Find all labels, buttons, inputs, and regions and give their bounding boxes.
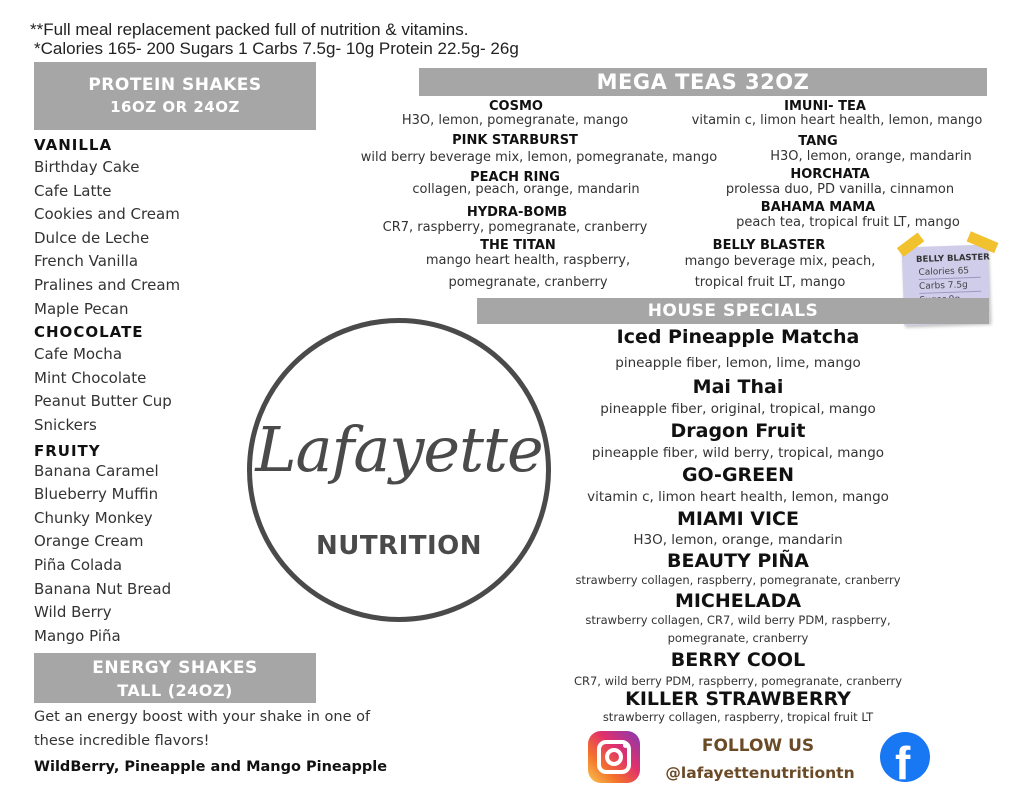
special-mai-thai-desc: pineapple fiber, original, tropical, mango bbox=[600, 401, 876, 417]
fruity-heading: FRUITY bbox=[34, 441, 101, 460]
special-miami-vice-desc: H3O, lemon, orange, mandarin bbox=[633, 532, 843, 548]
house-specials-list bbox=[540, 326, 936, 722]
energy-desc-line2: these incredible flavors! bbox=[34, 733, 210, 749]
special-killer-strawberry-name: KILLER STRAWBERRY bbox=[625, 688, 851, 710]
energy-shakes-subtitle: TALL (24OZ) bbox=[117, 681, 233, 700]
energy-shakes-title: ENERGY SHAKES bbox=[92, 658, 258, 678]
instagram-icon[interactable] bbox=[588, 731, 640, 783]
fruity-flavor-item: Orange Cream bbox=[34, 532, 144, 551]
logo-script: Lafayette bbox=[255, 413, 543, 486]
protein-shakes-header bbox=[34, 62, 316, 130]
special-killer-strawberry-desc: strawberry collagen, raspberry, tropical fruit LT bbox=[602, 710, 874, 724]
fruity-flavor-item: Banana Nut Bread bbox=[34, 579, 172, 598]
special-berry-cool-desc: CR7, wild berry PDM, raspberry, pomegranate, cranberry bbox=[573, 674, 903, 688]
special-iced-pineapple-matcha-name: Iced Pineapple Matcha bbox=[616, 326, 860, 348]
tea-peach-ring-name: PEACH RING bbox=[470, 170, 560, 185]
fruity-flavor-item: Blueberry Muffin bbox=[34, 485, 159, 504]
protein-shakes-subtitle: 16OZ OR 24OZ bbox=[110, 98, 240, 116]
mega-teas-title: MEGA TEAS 32OZ bbox=[419, 68, 987, 96]
vanilla-flavor-item: French Vanilla bbox=[34, 252, 139, 271]
tea-tang-name: TANG bbox=[798, 134, 838, 149]
tea-belly-blaster-desc1: mango beverage mix, peach, bbox=[684, 254, 876, 269]
sticky-note-carbs: Carbs 7.5g bbox=[919, 280, 981, 294]
house-specials-title: HOUSE SPECIALS bbox=[477, 298, 989, 324]
tea-the-titan-name: THE TITAN bbox=[480, 238, 556, 253]
sticky-note-title: BELLY BLASTER bbox=[915, 252, 990, 266]
instagram-icon-dot bbox=[623, 743, 628, 748]
special-berry-cool-name: BERRY COOL bbox=[670, 649, 806, 671]
tea-horchata-desc: prolessa duo, PD vanilla, cinnamon bbox=[725, 182, 955, 197]
vanilla-flavor-item: Maple Pecan bbox=[34, 299, 129, 318]
special-go-green-name: GO-GREEN bbox=[681, 464, 795, 486]
tea-imuni-tea-name: IMUNI- TEA bbox=[784, 99, 866, 114]
special-beauty-pina-desc: strawberry collagen, raspberry, pomegranate, cranberry bbox=[575, 573, 901, 587]
chocolate-heading: CHOCOLATE bbox=[34, 323, 144, 342]
logo bbox=[247, 318, 551, 622]
protein-shakes-title: PROTEIN SHAKES bbox=[88, 75, 262, 95]
fruity-flavor-item: Mango Piña bbox=[34, 626, 121, 645]
special-michelada-desc1: strawberry collagen, CR7, wild berry PDM, raspberry, bbox=[585, 613, 891, 627]
tea-hydra-bomb-name: HYDRA-BOMB bbox=[466, 205, 568, 220]
tea-pink-starburst-name: PINK STARBURST bbox=[452, 133, 578, 148]
tea-the-titan-desc2: pomegranate, cranberry bbox=[448, 275, 608, 290]
tea-cosmo-desc: H3O, lemon, pomegranate, mango bbox=[401, 113, 629, 128]
special-mai-thai-name: Mai Thai bbox=[692, 376, 784, 398]
energy-flavors: WildBerry, Pineapple and Mango Pineapple bbox=[34, 759, 388, 775]
tea-cosmo-name: COSMO bbox=[489, 99, 543, 114]
tape-left bbox=[897, 232, 924, 256]
chocolate-flavor-item: Peanut Butter Cup bbox=[34, 392, 172, 411]
special-iced-pineapple-matcha-desc: pineapple fiber, lemon, lime, mango bbox=[615, 355, 861, 371]
special-beauty-pina-name: BEAUTY PIÑA bbox=[667, 550, 809, 572]
follow-us: FOLLOW US bbox=[701, 736, 815, 756]
tea-belly-blaster-name: BELLY BLASTER bbox=[712, 238, 826, 253]
energy-shakes-header bbox=[34, 653, 316, 703]
instagram-icon-lens bbox=[605, 748, 623, 766]
chocolate-flavor-item: Mint Chocolate bbox=[34, 368, 147, 387]
special-go-green-desc: vitamin c, limon heart health, lemon, mango bbox=[587, 489, 889, 505]
vanilla-heading: VANILLA bbox=[34, 136, 113, 154]
vanilla-list bbox=[34, 158, 314, 323]
sticky-note-calories: Calories 65 bbox=[918, 266, 980, 280]
special-michelada-desc2: pomegranate, cranberry bbox=[667, 631, 809, 645]
vanilla-flavor-item: Dulce de Leche bbox=[34, 228, 150, 247]
special-michelada-name: MICHELADA bbox=[674, 590, 802, 612]
special-miami-vice-name: MIAMI VICE bbox=[677, 508, 799, 530]
fruity-flavor-item: Chunky Monkey bbox=[34, 508, 153, 527]
tea-bahama-mama-desc: peach tea, tropical fruit LT, mango bbox=[736, 215, 960, 230]
fruity-flavor-item: Piña Colada bbox=[34, 555, 123, 574]
vanilla-flavor-item: Pralines and Cream bbox=[34, 275, 181, 294]
special-dragon-fruit-name: Dragon Fruit bbox=[670, 420, 806, 442]
vanilla-flavor-item: Birthday Cake bbox=[34, 158, 140, 176]
vanilla-flavor-item: Cafe Latte bbox=[34, 181, 112, 200]
tape-right bbox=[967, 231, 999, 253]
chocolate-flavor-item: Snickers bbox=[34, 415, 97, 434]
tea-belly-blaster-desc2: tropical fruit LT, mango bbox=[694, 275, 846, 290]
tea-peach-ring-desc: collagen, peach, orange, mandarin bbox=[412, 182, 640, 197]
social-handle[interactable]: @lafayettenutritiontn bbox=[665, 764, 855, 782]
logo-word: NUTRITION bbox=[315, 531, 483, 561]
note-macros: *Calories 165- 200 Sugars 1 Carbs 7.5g- 10g Protein 22.5g- 26g bbox=[34, 39, 519, 58]
tea-pink-starburst-desc: wild berry beverage mix, lemon, pomegranate, mango bbox=[360, 150, 718, 165]
tea-bahama-mama-name: BAHAMA MAMA bbox=[760, 200, 876, 215]
fruity-flavor-item: Banana Caramel bbox=[34, 461, 159, 480]
tea-hydra-bomb-desc: CR7, raspberry, pomegranate, cranberry bbox=[382, 220, 648, 235]
tea-the-titan-desc1: mango heart health, raspberry, bbox=[425, 253, 631, 268]
vanilla-flavor-item: Cookies and Cream bbox=[34, 205, 180, 224]
facebook-icon-glyph: f bbox=[895, 737, 911, 782]
facebook-icon[interactable] bbox=[880, 732, 930, 782]
fruity-flavor-item: Wild Berry bbox=[34, 603, 112, 622]
chocolate-flavor-item: Cafe Mocha bbox=[34, 345, 123, 364]
tea-horchata-name: HORCHATA bbox=[790, 167, 870, 182]
tea-imuni-tea-desc: vitamin c, limon heart health, lemon, mango bbox=[691, 113, 983, 128]
tea-tang-desc: H3O, lemon, orange, mandarin bbox=[770, 149, 972, 164]
energy-desc-line1: Get an energy boost with your shake in one of bbox=[34, 709, 371, 725]
special-dragon-fruit-desc: pineapple fiber, wild berry, tropical, mango bbox=[591, 445, 885, 461]
note-nutrition: **Full meal replacement packed full of nutrition & vitamins. bbox=[30, 20, 469, 39]
